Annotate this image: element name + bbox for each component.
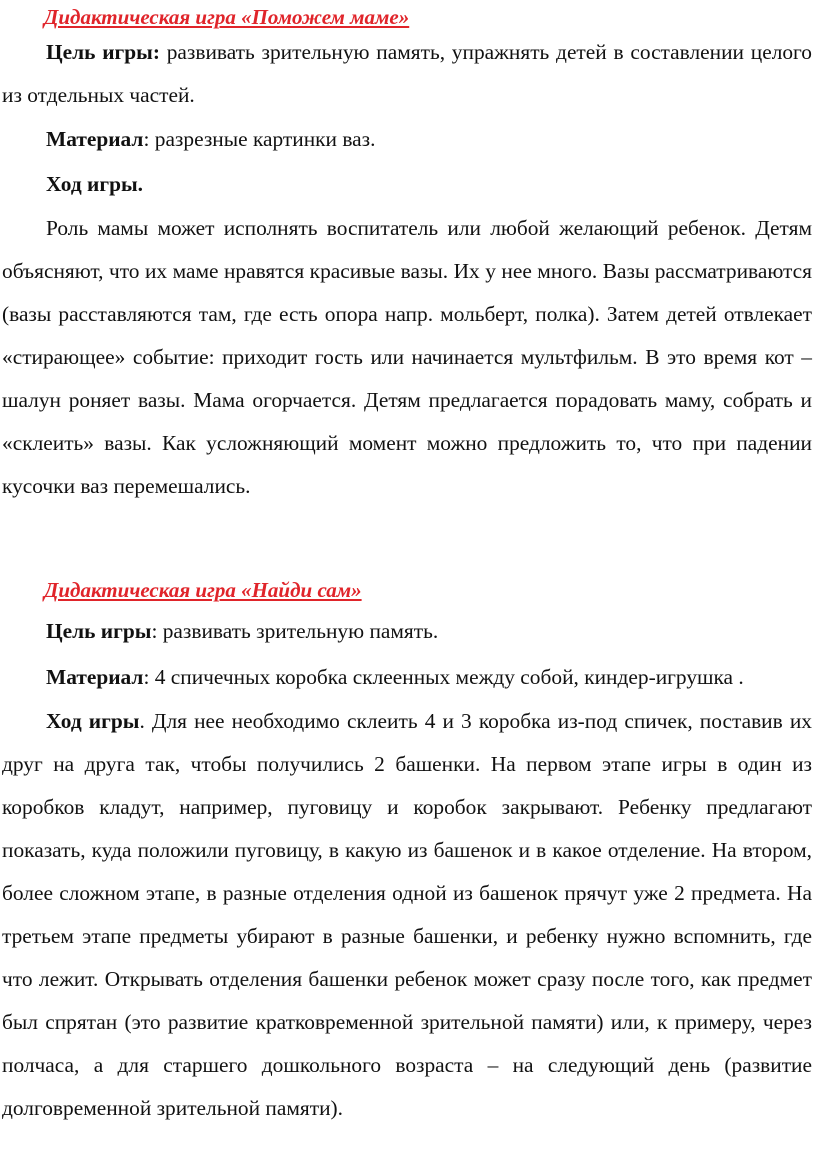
game2-material-text: : 4 спичечных коробка склеенных между собой, киндер-игрушка . [143, 665, 744, 689]
game2-course-label: Ход игры [46, 709, 140, 733]
game1-goal-label: Цель игры: [46, 40, 160, 64]
game2-course-text: . Для нее необходимо склеить 4 и 3 коробка из-под спичек, поставив их друг на друга так, чтобы получились 2 башенки. На первом этапе игры в один из коробков кладут, например, пуговицу и коробок закрывают. Ребенку предлагают показать, куда положили пуговицу, в какую из башенок и в какое отделение. На втором, более сложном этапе, в разные отделения одной из башенок прячут уже 2 предмета. На третьем этапе предметы убирают в разные башенки, и ребенку нужно вспомнить, где что лежит. Открывать отделения башенки ребенок может сразу после того, как предмет был спрятан (это развитие кратковременной зрительной памяти) или, к примеру, через полчаса, а для старшего дошкольного возраста – на следующий день (развитие долговременной зрительной памяти). [2, 709, 812, 1120]
game1-goal-paragraph [2, 31, 812, 117]
game2-material-paragraph [2, 656, 812, 699]
game2-course-paragraph [2, 700, 812, 1130]
game1-course-label: Ход игры. [46, 172, 144, 196]
game1-title: Дидактическая игра «Поможем маме» [44, 5, 410, 29]
game2-goal-paragraph [2, 610, 812, 653]
game2-goal-label: Цель игры [46, 619, 152, 643]
game1-goal-text: развивать зрительную память, упражнять детей в составлении целого из отдельных частей. [2, 40, 812, 107]
game1-material-text: : разрезные картинки ваз. [143, 127, 376, 151]
game1-material-paragraph [2, 118, 812, 161]
game2-goal-text: : развивать зрительную память. [151, 619, 439, 643]
game1-course-paragraph: Роль мамы может исполнять воспитатель или любой желающий ребенок. Детям объясняют, что их маме нравятся красивые вазы. Их у нее много. Вазы рассматриваются (вазы расставляются там, где есть опора напр. мольберт, полка). Затем детей отвлекает «стирающее» событие: приходит гость или начинается мультфильм. В это время кот – шалун роняет вазы. Мама огорчается. Детям предлагается порадовать маму, собрать и «склеить» вазы. Как усложняющий момент можно предложить то, что при падении кусочки ваз перемешались. [2, 216, 812, 498]
game1-course-heading [2, 163, 812, 206]
game1-material-label: Материал [46, 127, 144, 151]
game2-title: Дидактическая игра «Найди сам» [44, 578, 362, 602]
game2-material-label: Материал [46, 665, 144, 689]
